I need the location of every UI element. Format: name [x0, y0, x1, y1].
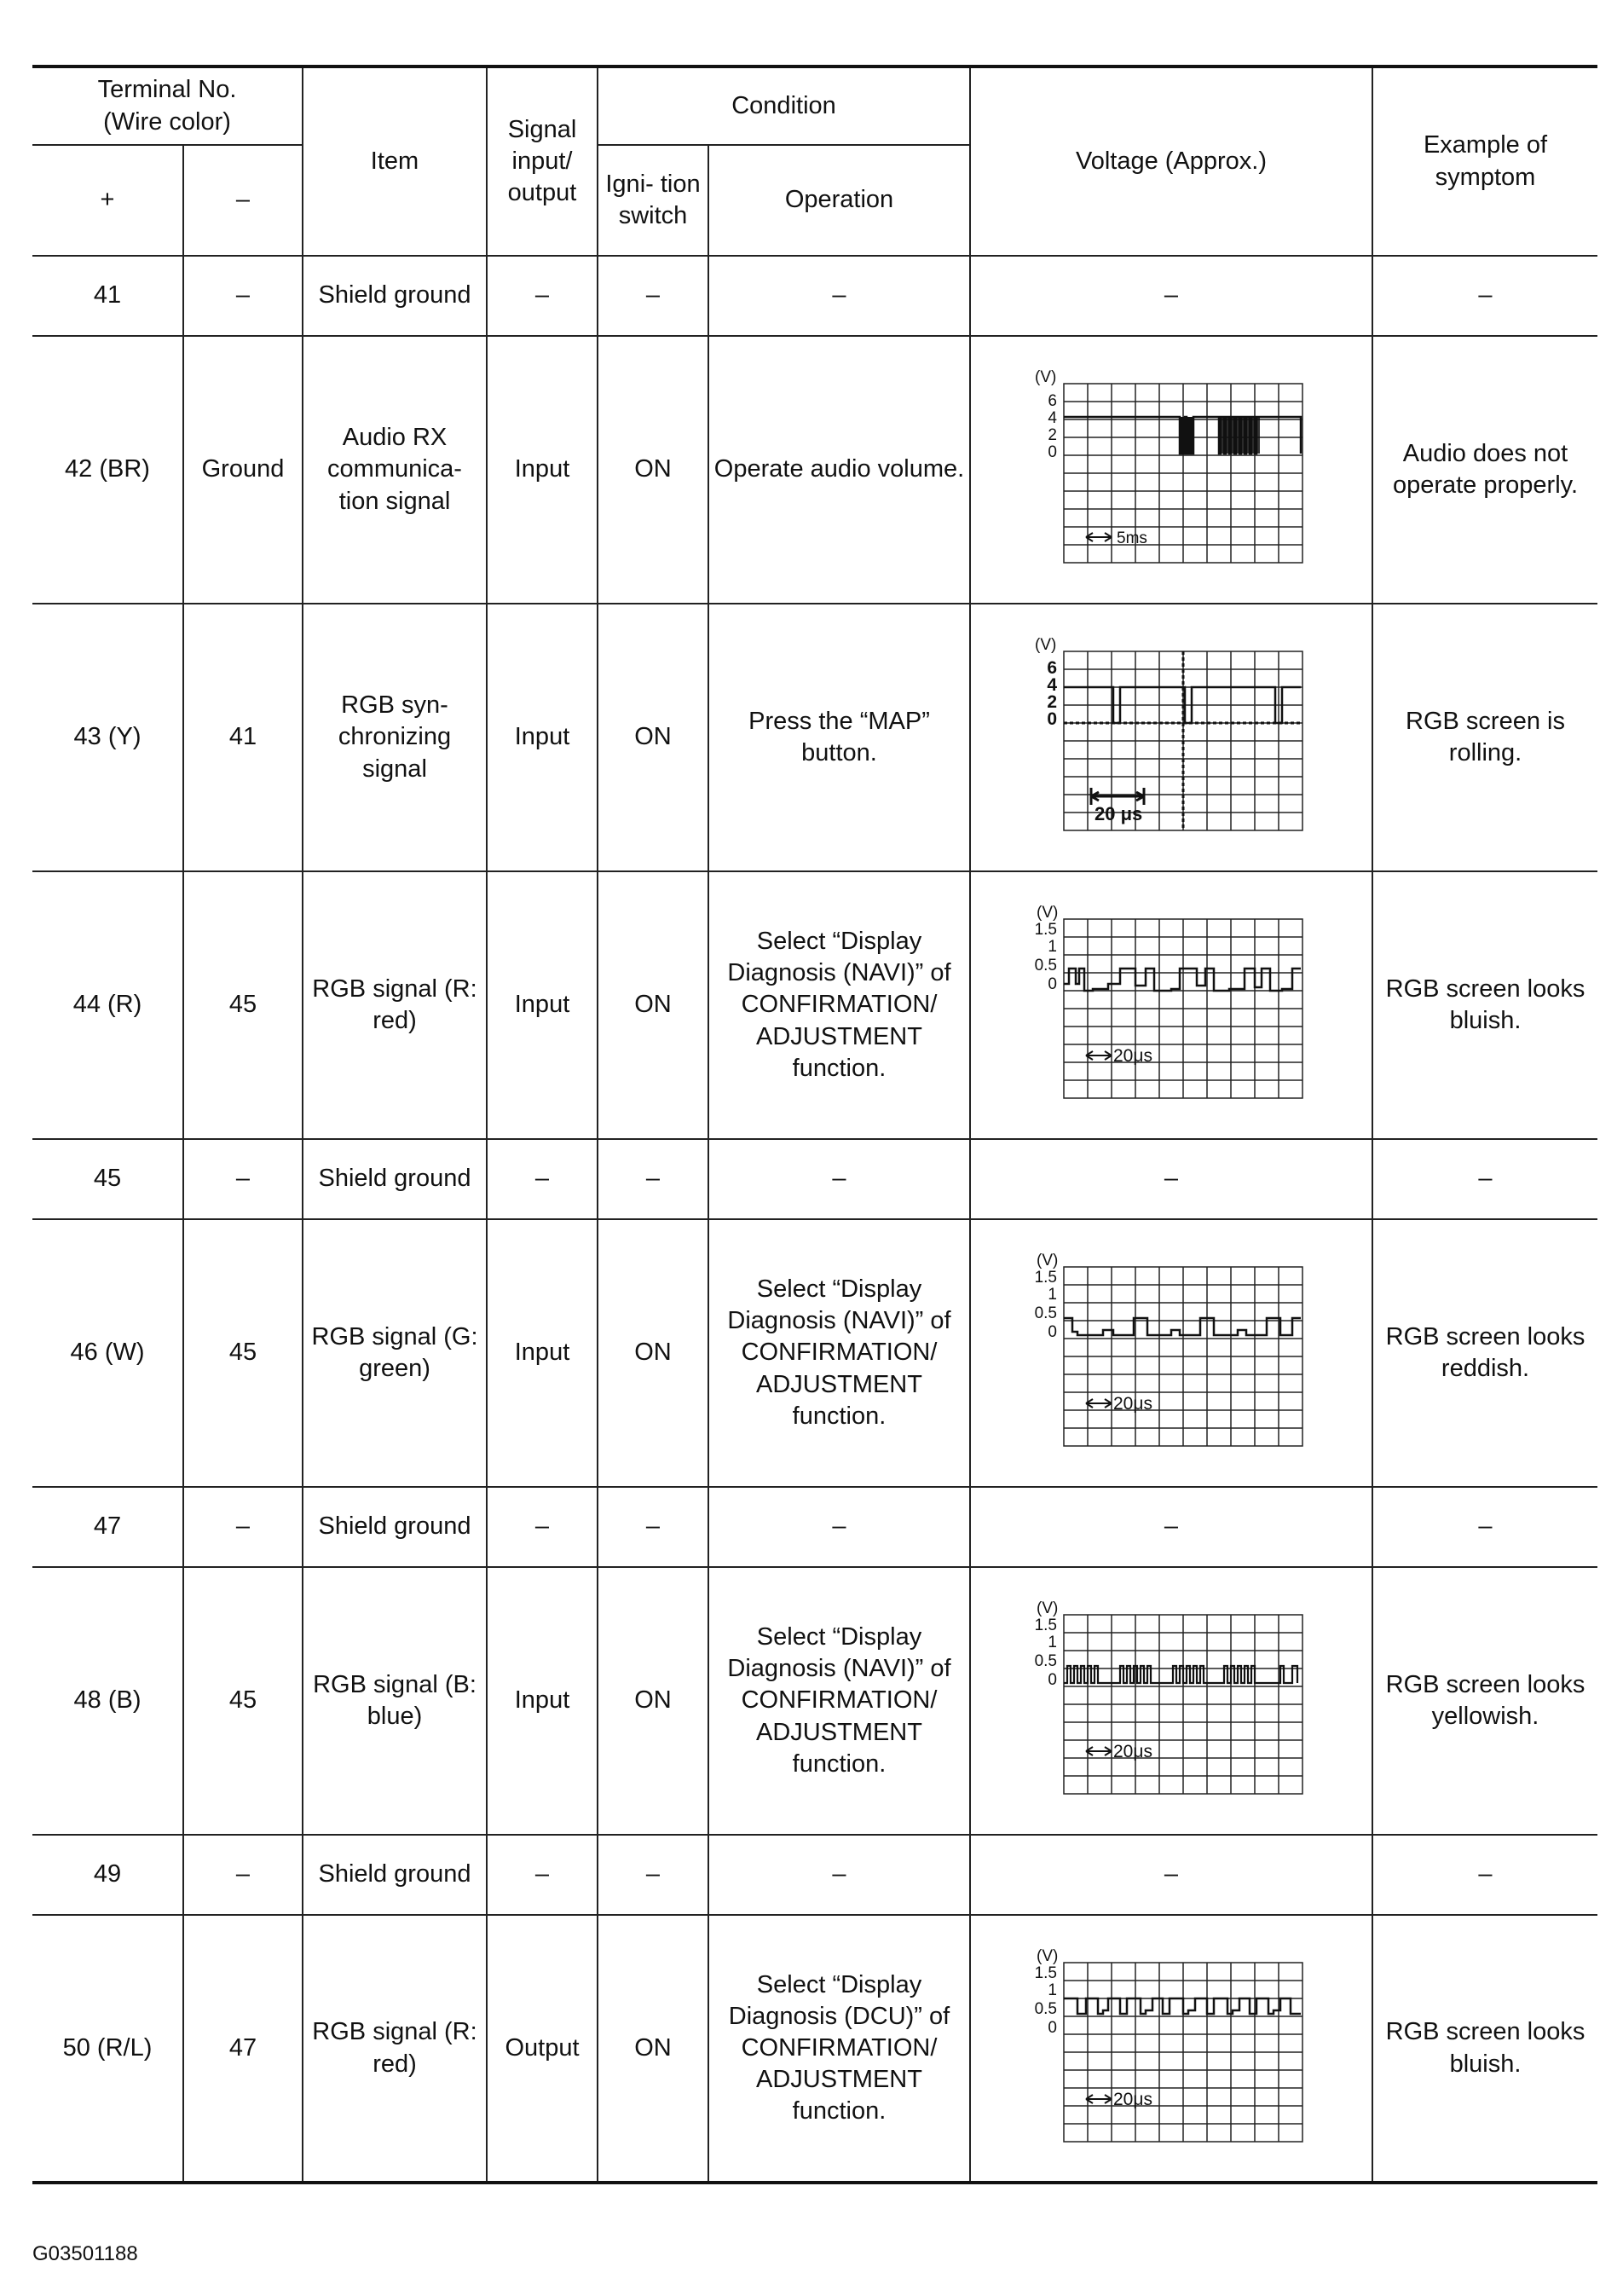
voltage-header: Voltage (Approx.): [970, 67, 1372, 256]
item-cell: RGB signal (G: green): [303, 1219, 487, 1487]
scope-tick-label: 0: [1048, 1323, 1057, 1341]
terminal-plus: 48 (B): [32, 1567, 183, 1835]
time-scale-arrow: [1086, 533, 1112, 541]
scope-trace: [1064, 1998, 1301, 2014]
item-cell: Shield ground: [303, 1487, 487, 1567]
operation-cell: –: [708, 256, 970, 336]
operation-cell: Operate audio volume.: [708, 336, 970, 604]
table-row: [32, 1567, 1597, 1835]
operation-cell: Select “Display Diagnosis (DCU)” of CONFIRMATION/ ADJUSTMENT function.: [708, 1915, 970, 2183]
scope-time-label: 20μs: [1113, 1742, 1152, 1761]
voltage-cell: [970, 871, 1372, 1139]
scope-tick-label: 1: [1048, 1981, 1057, 1999]
scope-tick-label: 4: [1048, 409, 1057, 427]
scope-time-label: 20 μs: [1095, 803, 1143, 824]
item-cell: Audio RX communica- tion signal: [303, 336, 487, 604]
scope-trace: [1064, 969, 1301, 991]
symptom-cell: –: [1372, 256, 1597, 336]
table-row: [32, 604, 1597, 871]
scope-unit-label: (V): [1035, 368, 1057, 386]
scope-tick-label: 2: [1048, 426, 1057, 444]
table-row: [32, 1139, 1597, 1219]
time-scale-arrow: [1086, 1399, 1112, 1408]
voltage-cell: –: [970, 1835, 1372, 1915]
terminal-minus: Ground: [183, 336, 303, 604]
item-cell: Shield ground: [303, 256, 487, 336]
scope-time-label: 5ms: [1117, 529, 1147, 547]
io-cell: –: [487, 256, 598, 336]
table-row: [32, 1487, 1597, 1567]
ignition-cell: ON: [598, 336, 708, 604]
oscilloscope-waveform: [1026, 363, 1316, 576]
table-row: [32, 1915, 1597, 2183]
terminal-plus: 44 (R): [32, 871, 183, 1139]
operation-cell: Select “Display Diagnosis (NAVI)” of CONFIRMATION/ ADJUSTMENT function.: [708, 1567, 970, 1835]
voltage-cell: [970, 1567, 1372, 1835]
operation-cell: Press the “MAP” button.: [708, 604, 970, 871]
ignition-cell: –: [598, 1139, 708, 1219]
item-cell: RGB signal (B: blue): [303, 1567, 487, 1835]
symptom-header: Example of symptom: [1372, 67, 1597, 256]
minus-header: –: [183, 145, 303, 256]
terminal-plus: 43 (Y): [32, 604, 183, 871]
scope-grid: [1064, 1267, 1302, 1446]
terminal-minus: –: [183, 256, 303, 336]
oscilloscope-waveform: [1026, 1594, 1316, 1807]
scope-burst: [1219, 417, 1260, 454]
operation-cell: Select “Display Diagnosis (NAVI)” of CONFIRMATION/ ADJUSTMENT function.: [708, 1219, 970, 1487]
ignition-switch-header: Igni- tion switch: [598, 145, 708, 256]
operation-cell: Select “Display Diagnosis (NAVI)” of CONFIRMATION/ ADJUSTMENT function.: [708, 871, 970, 1139]
table-row: [32, 256, 1597, 336]
ignition-cell: ON: [598, 1567, 708, 1835]
scope-tick-label: 1.5: [1034, 1963, 1057, 1982]
item-cell: RGB signal (R: red): [303, 871, 487, 1139]
scope-tick-label: 0.5: [1034, 957, 1057, 974]
scope-tick-label: 6: [1048, 392, 1057, 410]
oscilloscope-waveform: [1026, 1246, 1316, 1460]
scope-tick-label: 0: [1048, 975, 1057, 993]
item-cell: Shield ground: [303, 1835, 487, 1915]
scope-tick-label: 1: [1048, 938, 1057, 956]
scope-tick-label: 2: [1047, 692, 1057, 712]
scope-grid: [1064, 1963, 1302, 2142]
terminal-minus: 45: [183, 1567, 303, 1835]
symptom-cell: –: [1372, 1487, 1597, 1567]
scope-tick-label: 1.5: [1034, 921, 1057, 939]
item-cell: RGB signal (R: red): [303, 1915, 487, 2183]
figure-code: G03501188: [32, 2242, 138, 2265]
scope-tick-label: 1: [1048, 1286, 1057, 1304]
terminal-plus: 50 (R/L): [32, 1915, 183, 2183]
terminal-plus: 42 (BR): [32, 336, 183, 604]
table-row: [32, 1835, 1597, 1915]
scope-unit-label: (V): [1037, 904, 1059, 922]
ignition-cell: –: [598, 256, 708, 336]
item-header: Item: [303, 67, 487, 256]
io-cell: Input: [487, 336, 598, 604]
voltage-cell: –: [970, 1487, 1372, 1567]
operation-cell: –: [708, 1139, 970, 1219]
scope-time-label: 20μs: [1113, 1394, 1152, 1414]
terminal-minus: 47: [183, 1915, 303, 2183]
ignition-cell: ON: [598, 1219, 708, 1487]
terminal-signal-table: [32, 65, 1597, 2184]
terminal-no-label: Terminal No.: [97, 76, 237, 104]
io-cell: –: [487, 1487, 598, 1567]
symptom-cell: Audio does not operate properly.: [1372, 336, 1597, 604]
time-scale-arrow: [1086, 1747, 1112, 1755]
terminal-plus: 46 (W): [32, 1219, 183, 1487]
terminal-header: [32, 67, 303, 145]
voltage-cell: [970, 336, 1372, 604]
voltage-cell: [970, 604, 1372, 871]
time-scale-arrow: [1086, 2095, 1112, 2103]
wire-color-label: (Wire color): [103, 107, 231, 136]
symptom-cell: RGB screen looks bluish.: [1372, 1915, 1597, 2183]
scope-tick-label: 4: [1047, 675, 1057, 695]
io-cell: Input: [487, 871, 598, 1139]
oscilloscope-waveform: [1026, 1942, 1316, 2155]
symptom-cell: –: [1372, 1139, 1597, 1219]
symptom-cell: –: [1372, 1835, 1597, 1915]
table-row: [32, 871, 1597, 1139]
item-cell: RGB syn- chronizing signal: [303, 604, 487, 871]
scope-grid: [1064, 1615, 1302, 1794]
scope-tick-label: 1.5: [1034, 1269, 1057, 1287]
plus-header: +: [32, 145, 183, 256]
ignition-cell: ON: [598, 604, 708, 871]
scope-tick-label: 1: [1048, 1634, 1057, 1651]
scope-tick-label: 0.5: [1034, 1304, 1057, 1322]
terminal-minus: –: [183, 1487, 303, 1567]
table-row: [32, 336, 1597, 604]
operation-header: Operation: [708, 145, 970, 256]
io-cell: Input: [487, 1567, 598, 1835]
scope-tick-label: 0: [1048, 443, 1057, 461]
voltage-cell: –: [970, 1139, 1372, 1219]
terminal-plus: 45: [32, 1139, 183, 1219]
scope-grid: [1064, 384, 1302, 563]
io-cell: Input: [487, 1219, 598, 1487]
terminal-minus: 45: [183, 871, 303, 1139]
scope-unit-label: (V): [1035, 636, 1057, 654]
scope-time-label: 20μs: [1113, 2089, 1152, 2109]
io-cell: Output: [487, 1915, 598, 2183]
ignition-cell: –: [598, 1835, 708, 1915]
scope-tick-label: 0: [1048, 2018, 1057, 2037]
scope-tick-label: 1.5: [1034, 1616, 1057, 1634]
scope-grid: [1064, 919, 1302, 1098]
terminal-plus: 41: [32, 256, 183, 336]
io-cell: –: [487, 1139, 598, 1219]
signal-io-header: Signal input/ output: [487, 67, 598, 256]
condition-header: Condition: [598, 67, 970, 145]
voltage-cell: –: [970, 256, 1372, 336]
operation-cell: –: [708, 1487, 970, 1567]
terminal-minus: 41: [183, 604, 303, 871]
terminal-minus: –: [183, 1139, 303, 1219]
scope-tick-label: 0: [1048, 1671, 1057, 1689]
scope-unit-label: (V): [1037, 1599, 1059, 1617]
item-cell: Shield ground: [303, 1139, 487, 1219]
operation-cell: –: [708, 1835, 970, 1915]
scope-unit-label: (V): [1037, 1252, 1059, 1269]
symptom-cell: RGB screen looks bluish.: [1372, 871, 1597, 1139]
scope-tick-label: 0.5: [1034, 1999, 1057, 2018]
scope-time-label: 20μs: [1113, 1046, 1152, 1066]
terminal-minus: –: [183, 1835, 303, 1915]
scope-tick-label: 6: [1047, 658, 1057, 678]
oscilloscope-waveform: [1026, 631, 1316, 844]
scope-burst: [1180, 417, 1193, 454]
symptom-cell: RGB screen looks reddish.: [1372, 1219, 1597, 1487]
scope-tick-label: 0.5: [1034, 1652, 1057, 1670]
ignition-cell: ON: [598, 1915, 708, 2183]
voltage-cell: [970, 1915, 1372, 2183]
io-cell: Input: [487, 604, 598, 871]
table-row: [32, 1219, 1597, 1487]
symptom-cell: RGB screen is rolling.: [1372, 604, 1597, 871]
scope-unit-label: (V): [1037, 1946, 1059, 1965]
ignition-cell: ON: [598, 871, 708, 1139]
symptom-cell: RGB screen looks yellowish.: [1372, 1567, 1597, 1835]
io-cell: –: [487, 1835, 598, 1915]
terminal-plus: 47: [32, 1487, 183, 1567]
terminal-plus: 49: [32, 1835, 183, 1915]
time-scale-arrow: [1086, 1051, 1112, 1060]
ignition-cell: –: [598, 1487, 708, 1567]
voltage-cell: [970, 1219, 1372, 1487]
scope-tick-label: 0: [1047, 709, 1057, 729]
oscilloscope-waveform: [1026, 899, 1316, 1112]
terminal-minus: 45: [183, 1219, 303, 1487]
